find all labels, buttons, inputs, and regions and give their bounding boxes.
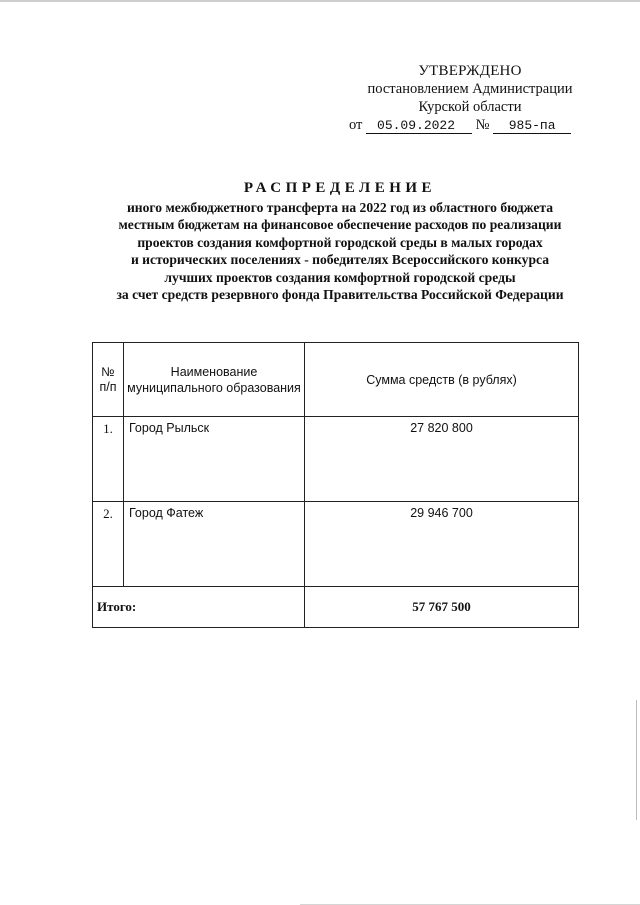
heading-line: проектов создания комфортной городской среды в малых городах xyxy=(137,234,543,250)
approval-line-1: постановлением Администрации xyxy=(367,81,573,97)
scan-edge-top xyxy=(0,0,640,2)
approval-number-prefix: № xyxy=(475,117,490,133)
approval-number: 985-па xyxy=(493,118,571,134)
row-sum: 29 946 700 xyxy=(305,502,579,587)
heading-line: местным бюджетам на финансовое обеспечение расходов по реализации xyxy=(118,217,562,232)
document-heading xyxy=(60,180,620,304)
row-sum: 27 820 800 xyxy=(305,417,579,502)
approval-line-2: Курской области xyxy=(418,99,522,115)
heading-line: и исторических поселениях - победителях Всероссийского конкурса xyxy=(130,252,550,267)
heading-line: за счет средств резервного фонда Правительства Российской Федерации xyxy=(116,287,564,302)
total-sum: 57 767 500 xyxy=(305,587,579,628)
scan-edge-right xyxy=(636,700,637,820)
header-name-line-2: муниципального образования xyxy=(127,380,301,395)
heading-line: иного межбюджетного трансферта на 2022 год из областного бюджета xyxy=(126,199,554,215)
row-num: 1. xyxy=(93,417,124,502)
heading-title: РАСПРЕДЕЛЕНИЕ xyxy=(243,180,437,196)
row-name: Город Фатеж xyxy=(124,502,305,587)
row-name: Город Рыльск xyxy=(124,417,305,502)
distribution-table xyxy=(92,342,579,628)
approval-date-line xyxy=(330,116,610,134)
approval-from-prefix: от xyxy=(349,117,363,133)
approval-title: УТВЕРЖДЕНО xyxy=(418,63,522,79)
table-row xyxy=(93,502,579,587)
header-num-symbol: № xyxy=(101,364,115,379)
header-name-cell xyxy=(124,343,305,417)
table-header-row xyxy=(93,343,579,417)
approval-date: 05.09.2022 xyxy=(366,118,472,134)
heading-line: лучших проектов создания комфортной городской среды xyxy=(164,269,516,285)
table-row xyxy=(93,417,579,502)
row-num: 2. xyxy=(93,502,124,587)
header-name-line-1: Наименование xyxy=(170,364,258,379)
header-num-cell xyxy=(93,343,124,417)
approval-block xyxy=(330,62,610,134)
total-label: Итого: xyxy=(93,587,305,628)
header-num-abbr: п/п xyxy=(99,379,117,394)
header-sum-cell: Сумма средств (в рублях) xyxy=(305,343,579,417)
table-total-row xyxy=(93,587,579,628)
